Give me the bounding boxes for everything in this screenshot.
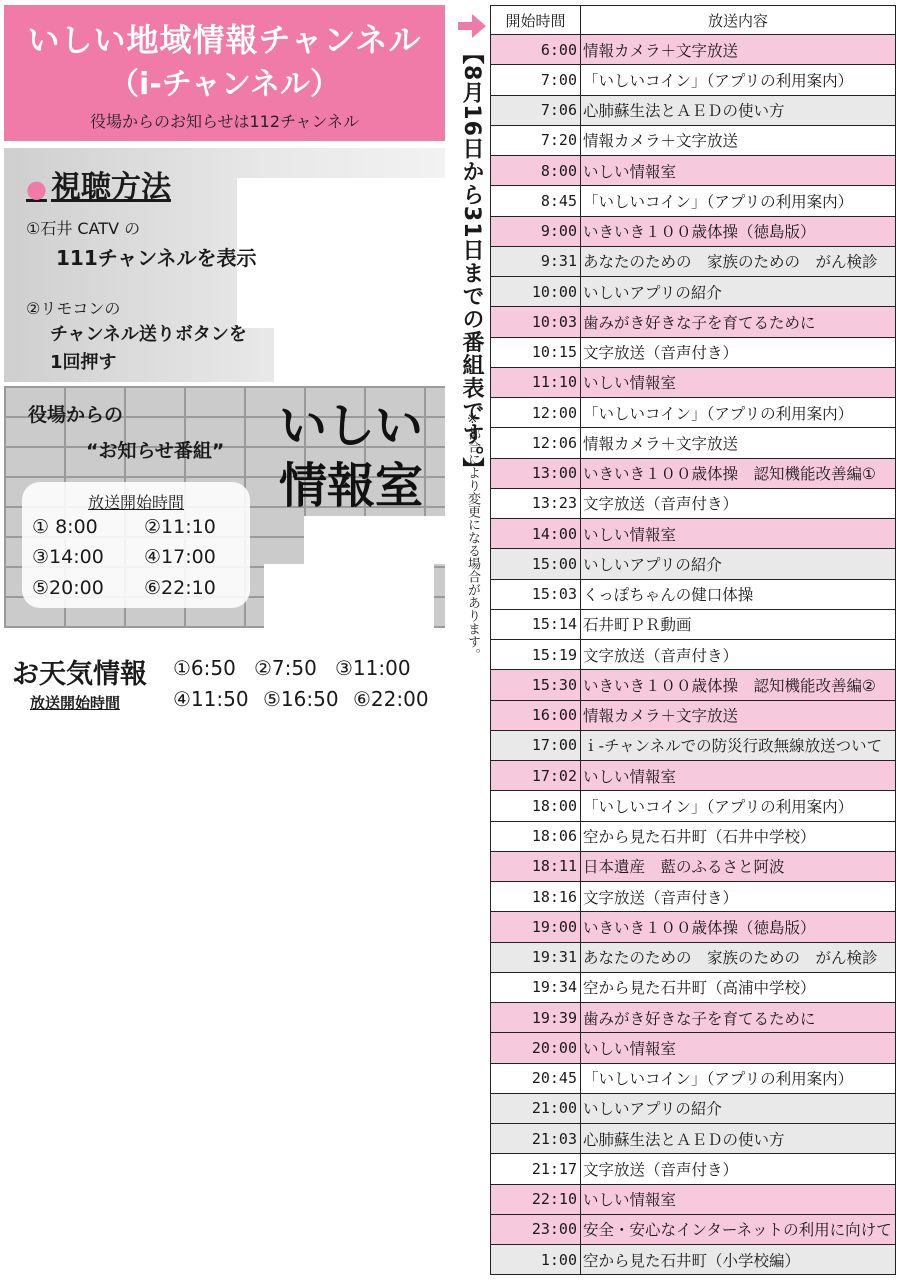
start-time-cell: 7:06	[491, 95, 581, 125]
weather-title: お天気情報	[12, 659, 147, 690]
table-row	[491, 35, 896, 65]
start-time-cell: 20:00	[491, 1033, 581, 1063]
program-cell: いしい情報室	[581, 1184, 896, 1214]
howto-step2-intro: ②リモコンの	[26, 299, 121, 318]
table-row	[491, 579, 896, 609]
program-cell: いきいき１００歳体操（徳島版）	[581, 216, 896, 246]
program-cell: ｉ-チャンネルでの防災行政無線放送ついて	[581, 730, 896, 760]
program-cell: 情報カメラ＋文字放送	[581, 700, 896, 730]
table-row	[491, 1184, 896, 1214]
weather-time: ⑥22:00	[353, 687, 429, 711]
table-row	[491, 488, 896, 518]
program-cell: 情報カメラ＋文字放送	[581, 125, 896, 155]
program-cell: いきいき１００歳体操（徳島版）	[581, 912, 896, 942]
schedule-header-row	[491, 6, 896, 35]
table-row	[491, 458, 896, 488]
table-row	[491, 1124, 896, 1154]
program-cell: いきいき１００歳体操 認知機能改善編①	[581, 458, 896, 488]
start-time-cell: 10:15	[491, 337, 581, 367]
table-row	[491, 428, 896, 458]
program-cell: 空から見た石井町（高浦中学校）	[581, 972, 896, 1002]
program-cell: あなたのための 家族のための がん検診	[581, 246, 896, 276]
start-time-cell: 12:00	[491, 398, 581, 428]
table-row	[491, 367, 896, 397]
program-cell: 「いしいコイン」（アプリの利用案内）	[581, 186, 896, 216]
info-room-panel	[4, 386, 445, 628]
program-cell: いしいアプリの紹介	[581, 1093, 896, 1123]
start-time-cell: 20:45	[491, 1063, 581, 1093]
program-cell: 空から見た石井町（小学校編）	[581, 1245, 896, 1275]
weather-time: ③11:00	[335, 656, 411, 680]
program-cell: 歯みがき好きな子を育てるために	[581, 1003, 896, 1033]
start-time-cell: 21:17	[491, 1154, 581, 1184]
start-time-cell: 18:16	[491, 882, 581, 912]
start-time-cell: 15:14	[491, 609, 581, 639]
table-row	[491, 95, 896, 125]
table-row	[491, 246, 896, 276]
table-row	[491, 791, 896, 821]
program-cell: 文字放送（音声付き）	[581, 1154, 896, 1184]
channel-subtitle: （i-チャンネル）	[109, 67, 340, 102]
program-cell: 空から見た石井町（石井中学校）	[581, 821, 896, 851]
table-row	[491, 186, 896, 216]
table-row	[491, 761, 896, 791]
table-row	[491, 1003, 896, 1033]
table-row	[491, 609, 896, 639]
broadcast-time: ① 8:00	[32, 516, 98, 538]
start-time-cell: 10:00	[491, 277, 581, 307]
program-cell: いきいき１００歳体操 認知機能改善編②	[581, 670, 896, 700]
howto-step1-intro: ①石井 CATV の	[26, 219, 141, 238]
start-time-cell: 11:10	[491, 367, 581, 397]
howto-step2-action: チャンネル送りボタンを	[50, 324, 247, 345]
table-row	[491, 1154, 896, 1184]
table-row	[491, 670, 896, 700]
weather-time: ⑤16:50	[263, 687, 339, 711]
table-row	[491, 1063, 896, 1093]
program-cell: 情報カメラ＋文字放送	[581, 35, 896, 65]
table-row	[491, 972, 896, 1002]
start-time-cell: 6:00	[491, 35, 581, 65]
broadcast-time: ④17:00	[144, 546, 216, 568]
program-cell: 石井町ＰＲ動画	[581, 609, 896, 639]
start-time-cell: 9:31	[491, 246, 581, 276]
column-header-program: 放送内容	[581, 6, 896, 35]
panel-cutout	[274, 328, 445, 382]
start-time-cell: 18:00	[491, 791, 581, 821]
start-time-cell: 15:00	[491, 549, 581, 579]
program-cell: いしい情報室	[581, 761, 896, 791]
program-cell: 文字放送（音声付き）	[581, 337, 896, 367]
channel-title: いしい地域情報チャンネル	[27, 21, 422, 59]
start-time-cell: 18:06	[491, 821, 581, 851]
start-time-cell: 21:00	[491, 1093, 581, 1123]
program-cell: いしいアプリの紹介	[581, 277, 896, 307]
table-row	[491, 307, 896, 337]
info-room-intro: 役場からの	[28, 404, 124, 426]
program-cell: 情報カメラ＋文字放送	[581, 428, 896, 458]
weather-time: ④11:50	[173, 687, 249, 711]
program-cell: くっぽちゃんの健口体操	[581, 579, 896, 609]
broadcast-time: ②11:10	[144, 516, 216, 538]
program-cell: 文字放送（音声付き）	[581, 882, 896, 912]
channel-header	[4, 5, 445, 141]
weather-label: 放送開始時間	[30, 694, 121, 712]
bullet-dot-icon: ●	[26, 175, 47, 203]
schedule-body	[491, 35, 896, 1275]
table-row	[491, 912, 896, 942]
program-cell: 日本遺産 藍のふるさと阿波	[581, 851, 896, 881]
broadcast-time: ⑤20:00	[32, 577, 104, 599]
start-time-cell: 14:00	[491, 519, 581, 549]
start-time-cell: 8:45	[491, 186, 581, 216]
program-cell: いしい情報室	[581, 156, 896, 186]
table-row	[491, 125, 896, 155]
table-row	[491, 216, 896, 246]
table-row	[491, 851, 896, 881]
table-row	[491, 156, 896, 186]
howto-panel	[4, 148, 445, 382]
start-time-cell: 15:30	[491, 670, 581, 700]
table-row	[491, 1214, 896, 1244]
schedule-period-note: 【8月16日から31日までの番組表です。】	[459, 42, 484, 481]
program-cell: 「いしいコイン」（アプリの利用案内）	[581, 398, 896, 428]
program-cell: 「いしいコイン」（アプリの利用案内）	[581, 65, 896, 95]
info-room-times-header: 放送開始時間	[87, 493, 184, 512]
start-time-cell: 23:00	[491, 1214, 581, 1244]
weather-time: ①6:50	[173, 656, 236, 680]
program-cell: 文字放送（音声付き）	[581, 640, 896, 670]
howto-step2-action-end: 1回押す	[50, 352, 117, 373]
program-cell: いしい情報室	[581, 1033, 896, 1063]
program-cell: 文字放送（音声付き）	[581, 488, 896, 518]
arrow-right-icon	[456, 12, 488, 40]
start-time-cell: 17:00	[491, 730, 581, 760]
table-row	[491, 337, 896, 367]
channel-note: 役場からのお知らせは112チャンネル	[89, 112, 360, 131]
info-room-name: いしい 情報室	[278, 398, 423, 514]
table-row	[491, 730, 896, 760]
program-cell: 歯みがき好きな子を育てるために	[581, 307, 896, 337]
table-row	[491, 1033, 896, 1063]
table-row	[491, 65, 896, 95]
start-time-cell: 15:03	[491, 579, 581, 609]
program-cell: 心肺蘇生法とＡＥＤの使い方	[581, 95, 896, 125]
start-time-cell: 13:00	[491, 458, 581, 488]
table-row	[491, 640, 896, 670]
schedule-table	[490, 5, 896, 1275]
table-row	[491, 942, 896, 972]
table-row	[491, 700, 896, 730]
start-time-cell: 19:00	[491, 912, 581, 942]
start-time-cell: 19:39	[491, 1003, 581, 1033]
howto-step1-action: 111チャンネルを表示	[56, 246, 257, 270]
broadcast-time: ⑥22:10	[144, 577, 216, 599]
start-time-cell: 17:02	[491, 761, 581, 791]
program-cell: 安全・安心なインターネットの利用に向けて	[581, 1214, 896, 1244]
start-time-cell: 10:03	[491, 307, 581, 337]
table-row	[491, 277, 896, 307]
program-cell: いしい情報室	[581, 367, 896, 397]
start-time-cell: 19:31	[491, 942, 581, 972]
start-time-cell: 22:10	[491, 1184, 581, 1214]
panel-cutout	[264, 564, 434, 628]
table-row	[491, 1093, 896, 1123]
howto-title: ● 視聴方法	[26, 170, 171, 205]
program-cell: いしいアプリの紹介	[581, 549, 896, 579]
start-time-cell: 12:06	[491, 428, 581, 458]
program-cell: あなたのための 家族のための がん検診	[581, 942, 896, 972]
table-row	[491, 821, 896, 851]
table-row	[491, 1245, 896, 1275]
start-time-cell: 1:00	[491, 1245, 581, 1275]
start-time-cell: 7:00	[491, 65, 581, 95]
start-time-cell: 9:00	[491, 216, 581, 246]
program-cell: 「いしいコイン」（アプリの利用案内）	[581, 1063, 896, 1093]
start-time-cell: 18:11	[491, 851, 581, 881]
start-time-cell: 19:34	[491, 972, 581, 1002]
info-room-program-type: “お知らせ番組”	[86, 440, 225, 462]
table-row	[491, 882, 896, 912]
schedule-change-note: ※都合により変更になる場合があります。	[465, 412, 480, 661]
table-row	[491, 398, 896, 428]
weather-time: ②7:50	[254, 656, 317, 680]
table-row	[491, 519, 896, 549]
start-time-cell: 16:00	[491, 700, 581, 730]
start-time-cell: 8:00	[491, 156, 581, 186]
program-cell: いしい情報室	[581, 519, 896, 549]
table-row	[491, 549, 896, 579]
start-time-cell: 7:20	[491, 125, 581, 155]
column-header-time: 開始時間	[491, 6, 581, 35]
start-time-cell: 13:23	[491, 488, 581, 518]
program-cell: 心肺蘇生法とＡＥＤの使い方	[581, 1124, 896, 1154]
program-cell: 「いしいコイン」（アプリの利用案内）	[581, 791, 896, 821]
start-time-cell: 15:19	[491, 640, 581, 670]
start-time-cell: 21:03	[491, 1124, 581, 1154]
panel-cutout	[237, 178, 445, 328]
info-room-times-box	[22, 482, 250, 608]
panel-cutout	[304, 516, 445, 564]
broadcast-time: ③14:00	[32, 546, 104, 568]
